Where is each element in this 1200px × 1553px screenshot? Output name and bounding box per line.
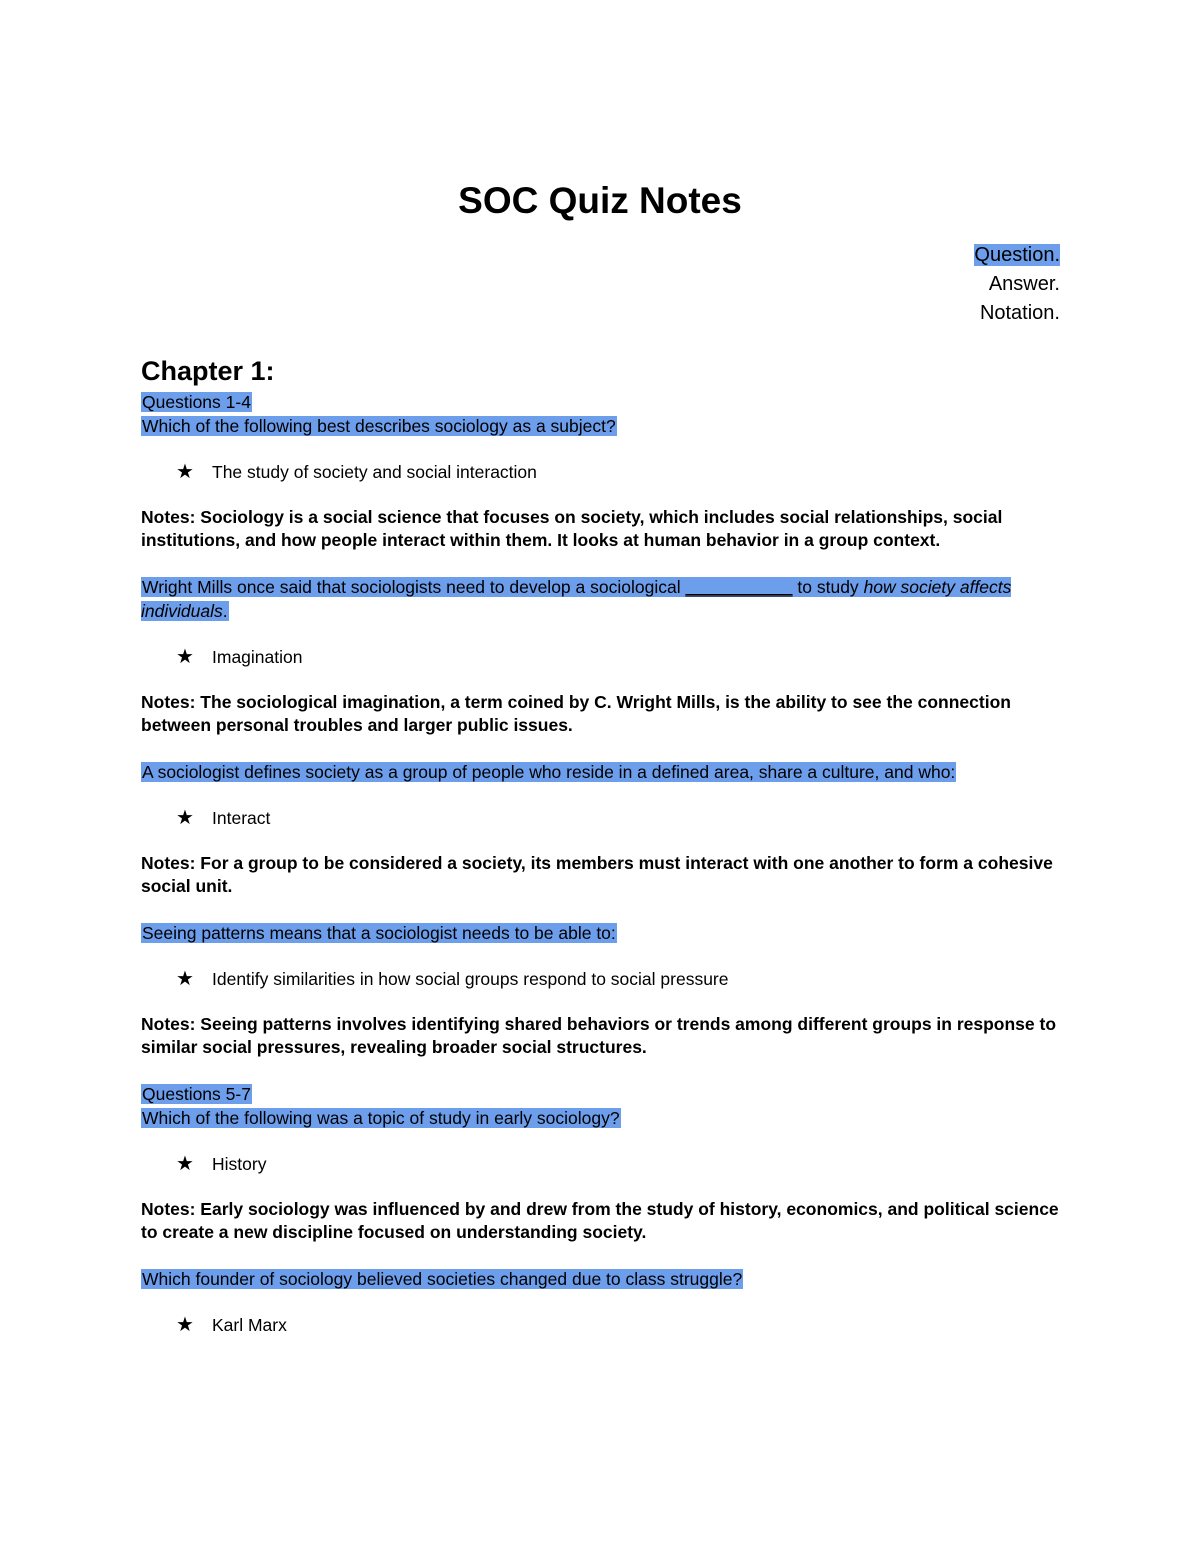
- answer-text: Imagination: [212, 647, 303, 667]
- chapter-heading: Chapter 1:: [141, 356, 275, 386]
- star-icon: ★: [176, 461, 194, 483]
- star-icon: ★: [176, 968, 194, 990]
- section-label: Questions 1-4: [142, 392, 251, 412]
- notes-text: Notes: Early sociology was influenced by and drew from the study of history, economics, and political science to create a new discipline focused on understanding society.: [141, 1199, 1059, 1242]
- star-icon: ★: [176, 1153, 194, 1175]
- answer-item: [176, 967, 1061, 991]
- question-text: Seeing patterns means that a sociologist needs to be able to:: [142, 923, 616, 943]
- question-text: Which founder of sociology believed societies changed due to class struggle?: [142, 1269, 743, 1289]
- notes-text: Notes: The sociological imagination, a term coined by C. Wright Mills, is the ability to see the connection between personal troubles and larger public issues.: [141, 692, 1011, 735]
- question-text: A sociologist defines society as a group of people who reside in a defined area, share a culture, and who:: [142, 762, 956, 782]
- legend-notation: Notation.: [979, 302, 1060, 324]
- answer-item: [176, 1152, 1061, 1176]
- question-text: Which of the following was a topic of study in early sociology?: [142, 1108, 620, 1128]
- answer-text: Karl Marx: [212, 1315, 287, 1335]
- star-icon: ★: [176, 807, 194, 829]
- legend-question: Question.: [974, 244, 1060, 266]
- answer-item: [176, 645, 1061, 669]
- answer-text: History: [212, 1154, 267, 1174]
- answer-text: Identify similarities in how social groups respond to social pressure: [212, 969, 729, 989]
- section-label: Questions 5-7: [142, 1084, 251, 1104]
- fill-in-blank: ___________: [685, 577, 793, 597]
- notes-text: Notes: Sociology is a social science that focuses on society, which includes social relationships, social institutions, and how people interact within them. It looks at human behavior in a group context.: [141, 507, 1003, 550]
- question-text: Wright Mills once said that sociologists need to develop a sociological ___________ to study how society affects individuals.: [141, 577, 1012, 621]
- notes-text: Notes: For a group to be considered a society, its members must interact with one another to form a cohesive social unit.: [141, 853, 1053, 896]
- notes-text: Notes: Seeing patterns involves identifying shared behaviors or trends among different groups in response to similar social pressures, revealing broader social structures.: [141, 1014, 1057, 1057]
- page-title: SOC Quiz Notes: [458, 180, 742, 221]
- star-icon: ★: [176, 1314, 194, 1336]
- legend-answer: Answer.: [988, 273, 1060, 295]
- answer-item: [176, 806, 1061, 830]
- answer-item: [176, 460, 1061, 484]
- document-body: [141, 352, 1061, 1359]
- question-text: Which of the following best describes sociology as a subject?: [142, 416, 616, 436]
- color-legend: [974, 241, 1060, 328]
- answer-text: The study of society and social interaction: [212, 462, 537, 482]
- answer-text: Interact: [212, 808, 271, 828]
- answer-item: [176, 1313, 1061, 1337]
- star-icon: ★: [176, 646, 194, 668]
